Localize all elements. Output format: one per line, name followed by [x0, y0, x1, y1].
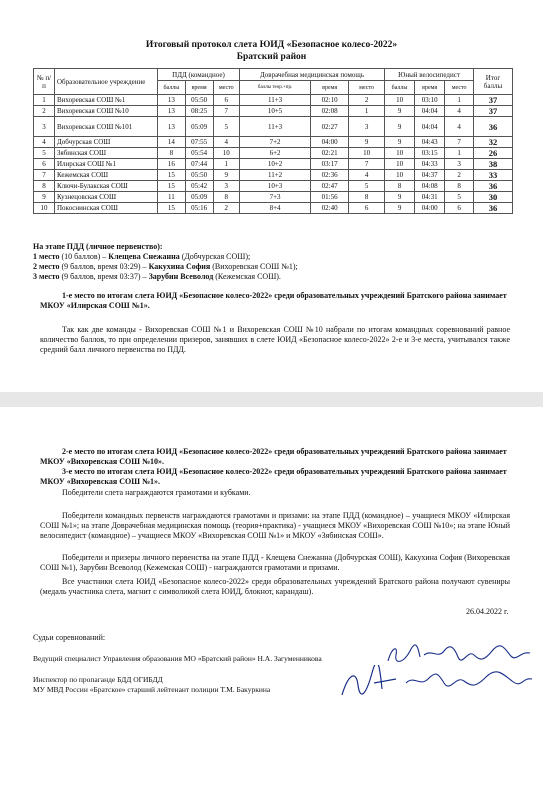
sub-header-place: место	[213, 81, 239, 95]
value-cell: 05:09	[185, 117, 213, 137]
col-cyclist-header: Юный велосипедист	[385, 69, 474, 81]
value-cell: 13	[158, 95, 186, 106]
sub-header-place: место	[349, 81, 385, 95]
value-cell: 02:08	[311, 106, 349, 117]
value-cell: 1	[445, 95, 474, 106]
value-cell: 9	[349, 137, 385, 148]
personal-awards-text: Победители и призеры личного первенства на этапе ПДД - Клещева Снежанна (Добчурская СОШ), Какухина София (Вихоревская СОШ №1), Зарубин Всеволод (Кежемская СОШ) - награждаются грамотами и призами.	[40, 553, 510, 572]
value-cell: 4	[213, 137, 239, 148]
value-cell: 04:37	[415, 170, 445, 181]
personal-name: Зарубин Всеволод	[148, 272, 214, 281]
school-cell: Вихоревская СОШ №10	[55, 106, 158, 117]
value-cell: 07:55	[185, 137, 213, 148]
personal-result-line	[33, 262, 513, 272]
value-cell: 10	[385, 170, 415, 181]
personal-place: 1 место	[33, 252, 60, 261]
value-cell: 8	[213, 192, 239, 203]
value-cell: 4	[34, 137, 55, 148]
value-cell: 2	[34, 106, 55, 117]
total-cell: 37	[474, 95, 513, 106]
total-cell: 33	[474, 170, 513, 181]
school-cell: Добчурская СОШ	[55, 137, 158, 148]
table-row	[34, 192, 513, 203]
total-cell: 38	[474, 159, 513, 170]
value-cell: 13	[158, 117, 186, 137]
value-cell: 03:17	[311, 159, 349, 170]
value-cell: 02:27	[311, 117, 349, 137]
value-cell: 9	[34, 192, 55, 203]
value-cell: 1	[213, 159, 239, 170]
value-cell: 1	[34, 95, 55, 106]
souvenirs-text: Все участники слета ЮИД «Безопасное колесо-2022» среди образовательных учреждений Братского района получают сувениры (медаль участника слета, магнит с символикой слета ЮИД, блокнот, карандаш).	[40, 577, 510, 596]
personal-details: (10 баллов) –	[59, 252, 109, 261]
value-cell: 6	[34, 159, 55, 170]
value-cell: 7	[349, 159, 385, 170]
results-table	[33, 68, 513, 214]
sub-header-points-medical: баллы теор.+пр.	[239, 81, 310, 95]
col-institution-header: Образовательное учреждение	[55, 69, 158, 95]
protocol-page-1	[0, 0, 543, 392]
value-cell: 4	[445, 117, 474, 137]
value-cell: 6	[349, 203, 385, 214]
value-cell: 16	[158, 159, 186, 170]
school-cell: Ключи-Булакская СОШ	[55, 181, 158, 192]
value-cell: 9	[385, 137, 415, 148]
value-cell: 8	[385, 181, 415, 192]
value-cell: 8	[34, 181, 55, 192]
team-awards-text: Победители командных первенств награждаются грамотами и призами: на этапе ПДД (командное) – учащиеся МКОУ «Илирская СОШ №1»; на этапе Доврачебная медицинская помощь (теория+практика) - учащиеся МКОУ «Вихоревская СОШ №10»; на этапе Юный велосипедист (командное) – учащиеся МКОУ «Вихоревская СОШ №1» и МКОУ «Зябинская СОШ».	[40, 511, 510, 540]
table-row	[34, 203, 513, 214]
value-cell: 04:00	[311, 137, 349, 148]
total-cell: 26	[474, 148, 513, 159]
value-cell: 11	[158, 192, 186, 203]
third-place-text: 3-е место по итогам слета ЮИД «Безопасное колесо-2022» среди образовательных учреждений Братского района занимает МКОУ «Вихоревская СОШ №1».	[40, 467, 507, 486]
school-cell: Вихоревская СОШ №101	[55, 117, 158, 137]
personal-heading: На этапе ПДД (личное первенство):	[33, 242, 163, 251]
value-cell: 3	[213, 181, 239, 192]
school-cell: Вихоревская СОШ №1	[55, 95, 158, 106]
value-cell: 5	[34, 148, 55, 159]
value-cell: 3	[34, 117, 55, 137]
school-cell: Кежемская СОШ	[55, 170, 158, 181]
col-total-header: Итог баллы	[474, 69, 513, 95]
value-cell: 02:40	[311, 203, 349, 214]
document-subtitle: Братский район	[236, 52, 307, 62]
personal-name: Клещева Снежанна	[108, 252, 180, 261]
value-cell: 7	[445, 137, 474, 148]
value-cell: 10	[385, 148, 415, 159]
value-cell: 05:16	[185, 203, 213, 214]
value-cell: 10	[213, 148, 239, 159]
value-cell: 05:42	[185, 181, 213, 192]
signature-2	[336, 665, 536, 701]
value-cell: 10+2	[239, 159, 310, 170]
school-cell: Покоснинская СОШ	[55, 203, 158, 214]
value-cell: 04:04	[415, 106, 445, 117]
value-cell: 8	[349, 192, 385, 203]
total-cell: 30	[474, 192, 513, 203]
value-cell: 02:47	[311, 181, 349, 192]
total-cell: 37	[474, 106, 513, 117]
value-cell: 13	[158, 106, 186, 117]
protocol-page-2	[0, 407, 543, 800]
value-cell: 11+3	[239, 95, 310, 106]
value-cell: 04:33	[415, 159, 445, 170]
value-cell: 2	[213, 203, 239, 214]
value-cell: 07:44	[185, 159, 213, 170]
value-cell: 2	[349, 95, 385, 106]
value-cell: 6	[213, 95, 239, 106]
table-row	[34, 181, 513, 192]
total-cell: 36	[474, 117, 513, 137]
sub-header-place: место	[445, 81, 474, 95]
value-cell: 1	[349, 106, 385, 117]
personal-place: 3 место	[33, 272, 60, 281]
protocol-date: 26.04.2022 г.	[466, 607, 509, 616]
personal-details: (9 баллов, время 03:37) –	[59, 272, 149, 281]
table-row	[34, 170, 513, 181]
value-cell: 5	[213, 117, 239, 137]
value-cell: 15	[158, 203, 186, 214]
awards-text: Победители слета награждаются грамотами и кубками.	[62, 488, 251, 497]
table-row	[34, 106, 513, 117]
table-row	[34, 117, 513, 137]
value-cell: 10+3	[239, 181, 310, 192]
value-cell: 9	[213, 170, 239, 181]
value-cell: 3	[349, 117, 385, 137]
document-title: Итоговый протокол слета ЮИД «Безопасное колесо-2022»	[145, 40, 398, 50]
sub-header-time: время	[415, 81, 445, 95]
value-cell: 2	[445, 170, 474, 181]
value-cell: 08:25	[185, 106, 213, 117]
value-cell: 11+2	[239, 170, 310, 181]
value-cell: 05:09	[185, 192, 213, 203]
value-cell: 4	[445, 106, 474, 117]
value-cell: 8	[158, 148, 186, 159]
sub-header-points: баллы	[158, 81, 186, 95]
value-cell: 7	[213, 106, 239, 117]
value-cell: 8+4	[239, 203, 310, 214]
table-row	[34, 95, 513, 106]
personal-result-line	[33, 272, 513, 282]
value-cell: 10	[349, 148, 385, 159]
signature-1	[384, 641, 534, 667]
value-cell: 10	[385, 159, 415, 170]
value-cell: 14	[158, 137, 186, 148]
value-cell: 05:54	[185, 148, 213, 159]
value-cell: 10+5	[239, 106, 310, 117]
school-cell: Зябинская СОШ	[55, 148, 158, 159]
judges-heading: Судьи соревнований:	[33, 633, 106, 642]
sub-header-points: баллы	[385, 81, 415, 95]
value-cell: 3	[445, 159, 474, 170]
personal-school: (Добчурская СОШ);	[179, 252, 251, 261]
value-cell: 7+2	[239, 137, 310, 148]
judge-2-name: МУ МВД России «Братское» старший лейтенант полиции Т.М. Бакуркина	[33, 685, 271, 694]
personal-school: (Вихоревская СОШ №1);	[210, 262, 298, 271]
value-cell: 02:36	[311, 170, 349, 181]
first-place-text: 1-е место по итогам слета ЮИД «Безопасное колесо-2022» среди образовательных учреждений Братского района занимает МКОУ «Илирская СОШ №1».	[40, 291, 507, 310]
value-cell: 15	[158, 170, 186, 181]
value-cell: 04:31	[415, 192, 445, 203]
value-cell: 15	[158, 181, 186, 192]
sub-header-time: время	[311, 81, 349, 95]
personal-name: Какухина София	[148, 262, 211, 271]
value-cell: 10	[385, 95, 415, 106]
col-medical-header: Доврачебная медицинская помощь	[239, 69, 384, 81]
value-cell: 02:10	[311, 95, 349, 106]
value-cell: 11+3	[239, 117, 310, 137]
total-cell: 36	[474, 203, 513, 214]
value-cell: 5	[349, 181, 385, 192]
value-cell: 6	[445, 203, 474, 214]
table-row	[34, 148, 513, 159]
value-cell: 04:00	[415, 203, 445, 214]
value-cell: 03:15	[415, 148, 445, 159]
judge-1: Ведущий специалист Управления образования МО «Братский район» Н.А. Загуменникова	[33, 654, 322, 663]
judge-2-title: Инспектор по пропаганде БДД ОГИБДД	[33, 675, 163, 684]
value-cell: 10	[34, 203, 55, 214]
value-cell: 7	[34, 170, 55, 181]
total-cell: 36	[474, 181, 513, 192]
tie-note-text: Так как две команды - Вихоревская СОШ №1 и Вихоревская СОШ №10 набрали по итогам командных соревнований равное количество баллов, то при определении призеров, занявших в слете ЮИД «Безопасное колесо-2022» 2-е и 3-е места, учитывался также средний балл личного первенства по ПДД.	[40, 325, 510, 354]
table-row	[34, 159, 513, 170]
personal-result-line	[33, 252, 513, 262]
second-place-text: 2-е место по итогам слета ЮИД «Безопасное колесо-2022» среди образовательных учреждений Братского района занимает МКОУ «Вихоревская СОШ №10».	[40, 447, 507, 466]
value-cell: 9	[385, 192, 415, 203]
value-cell: 05:50	[185, 95, 213, 106]
sub-header-time: время	[185, 81, 213, 95]
value-cell: 03:10	[415, 95, 445, 106]
table-row	[34, 137, 513, 148]
school-cell: Илирская СОШ №1	[55, 159, 158, 170]
value-cell: 04:43	[415, 137, 445, 148]
personal-details: (9 баллов, время 03:29) –	[59, 262, 149, 271]
value-cell: 4	[349, 170, 385, 181]
value-cell: 04:04	[415, 117, 445, 137]
value-cell: 8	[445, 181, 474, 192]
value-cell: 9	[385, 117, 415, 137]
col-number-header: № п/п	[34, 69, 55, 95]
total-cell: 32	[474, 137, 513, 148]
value-cell: 9	[385, 106, 415, 117]
value-cell: 02:21	[311, 148, 349, 159]
value-cell: 1	[445, 148, 474, 159]
personal-place: 2 место	[33, 262, 60, 271]
value-cell: 04:08	[415, 181, 445, 192]
school-cell: Кузнецовская СОШ	[55, 192, 158, 203]
value-cell: 6+2	[239, 148, 310, 159]
personal-results	[33, 252, 513, 282]
personal-school: (Кежемская СОШ).	[213, 272, 281, 281]
value-cell: 9	[385, 203, 415, 214]
value-cell: 05:50	[185, 170, 213, 181]
value-cell: 7+3	[239, 192, 310, 203]
value-cell: 01:56	[311, 192, 349, 203]
value-cell: 5	[445, 192, 474, 203]
col-pdd-header: ПДД (командное)	[158, 69, 240, 81]
